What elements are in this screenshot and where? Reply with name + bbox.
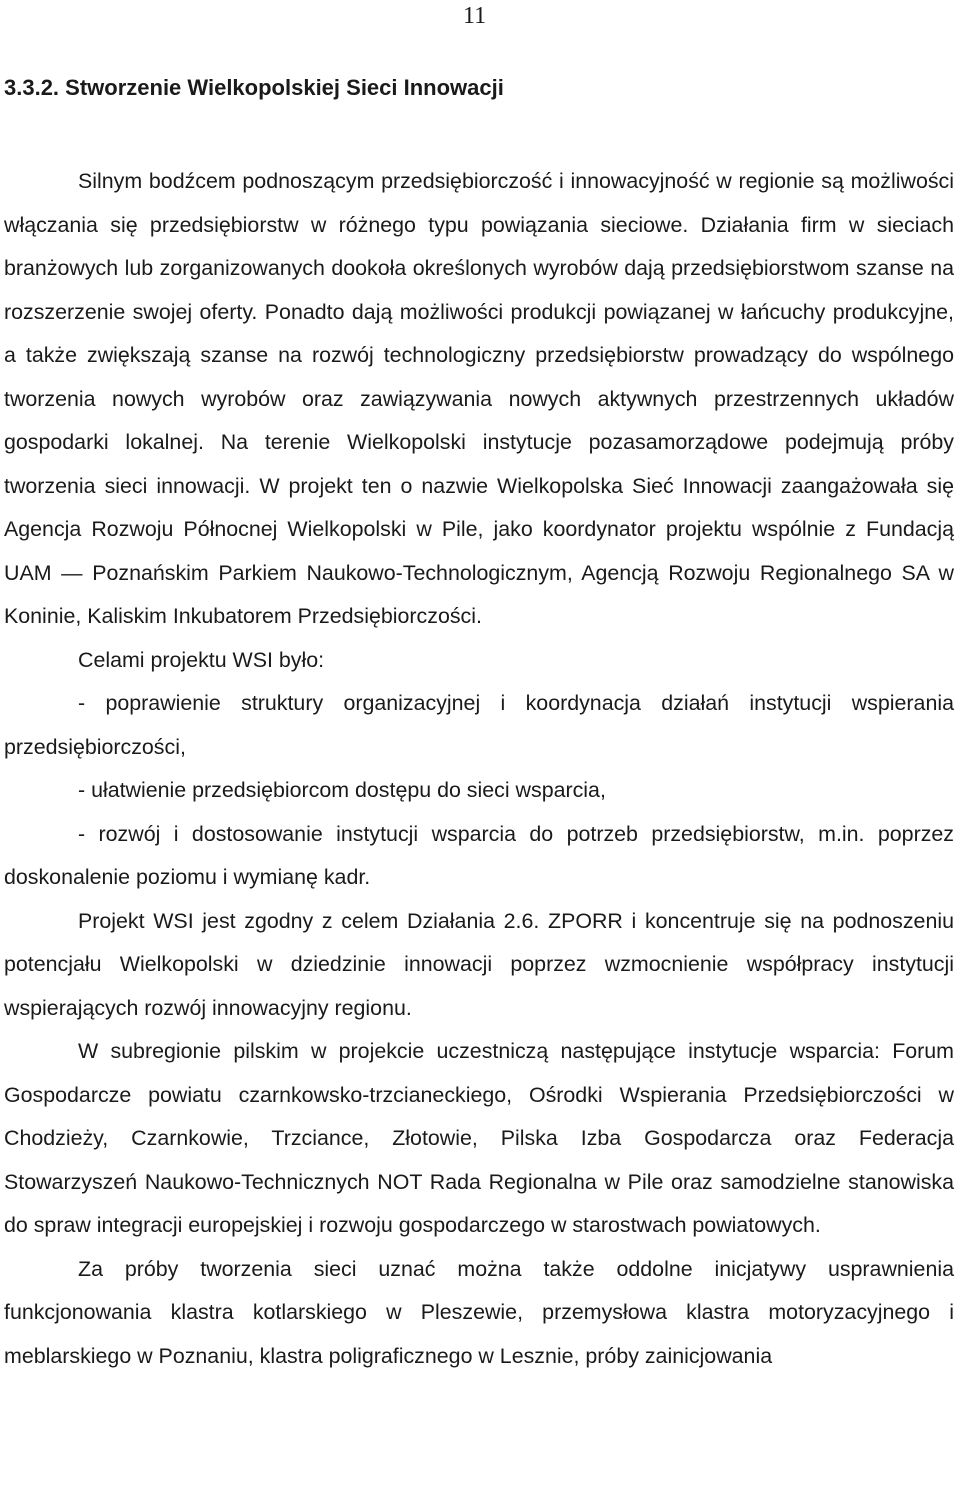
paragraph-subregion: W subregionie pilskim w projekcie uczestniczą następujące instytucje wsparcia: Forum Gospodarcze powiatu czarnkowsko-trzcianeckiego, Ośrodki Wspierania Przedsiębiorczości w Chodzieży, Czarnkowie, Trzciance, Złotowie, Pilska Izba Gospodarcza oraz Federacja Stowarzyszeń Naukowo-Technicznych NOT Rada Regionalna w Pile oraz samodzielne stanowiska do spraw integracji europejskiej i rozwoju gospodarczego w starostwach powiatowych. bbox=[4, 1039, 954, 1237]
paragraph-initiatives: Za próby tworzenia sieci uznać można także oddolne inicjatywy usprawnienia funkcjonowania klastra kotlarskiego w Pleszewie, przemysłowa klastra motoryzacyjnego i meblarskiego w Poznaniu, klastra poligraficznego w Lesznie, próby zainicjowania bbox=[4, 1256, 954, 1368]
section-heading: 3.3.2. Stworzenie Wielkopolskiej Sieci Innowacji bbox=[4, 75, 504, 100]
paragraph-goals-intro: Celami projektu WSI było: bbox=[78, 647, 325, 672]
list-item-goal-3: - rozwój i dostosowanie instytucji wsparcia do potrzeb przedsiębiorstw, m.in. poprzez doskonalenie poziomu i wymianę kadr. bbox=[4, 821, 954, 889]
paragraph-intro: Silnym bodźcem podnoszącym przedsiębiorczość i innowacyjność w regionie są możliwości włączania się przedsiębiorstw w różnego typu powiązania sieciowe. Działania firm w sieciach branżowych lub zorganizowanych dookoła określonych wyrobów dają przedsiębiorstwom szanse na rozszerzenie swojej oferty. Ponadto dają możliwości produkcji powiązanej w łańcuchy produkcyjne, a także zwiększają szanse na rozwój technologiczny przedsiębiorstw prowadzący do wspólnego tworzenia nowych wyrobów oraz zawiązywania nowych aktywnych przestrzennych układów gospodarki lokalnej. Na terenie Wielkopolski instytucje pozasamorządowe podejmują próby tworzenia sieci innowacji. W projekt ten o nazwie Wielkopolska Sieć Innowacji zaangażowała się Agencja Rozwoju Północnej Wielkopolski w Pile, jako koordynator projektu wspólnie z Fundacją UAM — Poznańskim Parkiem Naukowo-Technologicznym, Agencją Rozwoju Regionalnego SA w Koninie, Kaliskim Inkubatorem Przedsiębiorczości. bbox=[4, 169, 954, 628]
list-item-goal-1: - poprawienie struktury organizacyjnej i koordynacja działań instytucji wspierania przedsiębiorczości, bbox=[4, 691, 954, 759]
document-body bbox=[4, 68, 954, 1378]
page-number: 11 bbox=[463, 3, 487, 29]
paragraph-compliance: Projekt WSI jest zgodny z celem Działania 2.6. ZPORR i koncentruje się na podnoszeniu potencjału Wielkopolski w dziedzinie innowacji poprzez wzmocnienie współpracy instytucji wspierających rozwój innowacyjny regionu. bbox=[4, 908, 954, 1020]
list-item-goal-2: - ułatwienie przedsiębiorcom dostępu do sieci wsparcia, bbox=[78, 778, 606, 802]
